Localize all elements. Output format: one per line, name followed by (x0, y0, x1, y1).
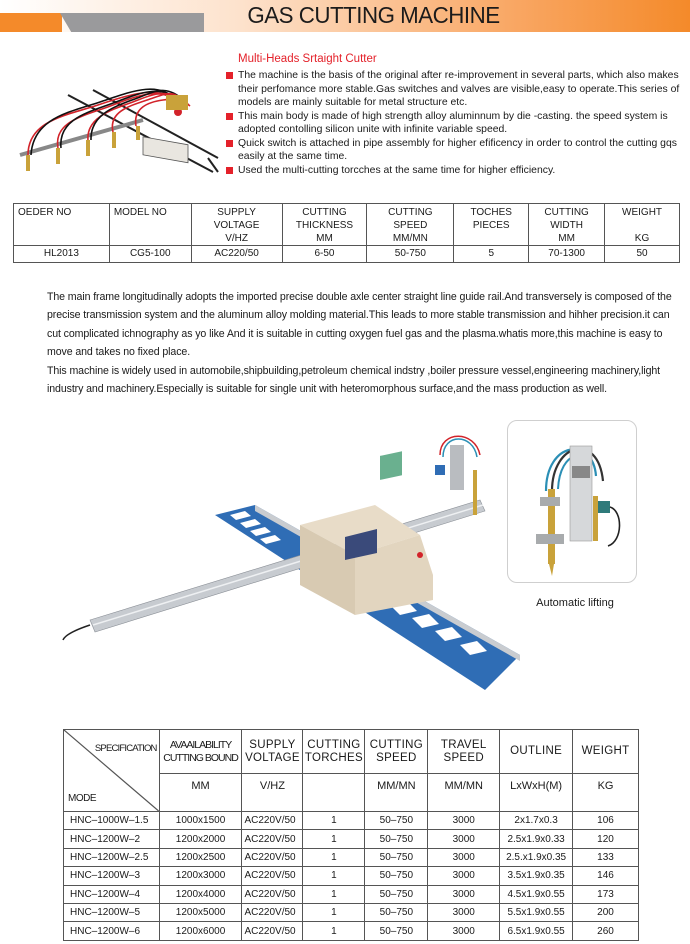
table-cell: 50 (605, 246, 680, 263)
column-header (109, 204, 191, 246)
table-cell: 3000 (428, 885, 500, 903)
table-cell: 50–750 (365, 922, 428, 940)
header-banner (0, 0, 690, 32)
column-header-line: CUTTING BOUND (163, 751, 238, 764)
column-header-line: SPEED (393, 220, 428, 231)
column-header-line: MM (316, 233, 333, 244)
column-header (303, 730, 365, 774)
table-cell: 50-750 (367, 246, 454, 263)
table-row (64, 922, 639, 940)
column-unit: MM/MN (428, 774, 500, 812)
table-cell: CG5-100 (109, 246, 191, 263)
column-unit: V/HZ (242, 774, 303, 812)
red-square-bullet-icon (226, 113, 233, 120)
red-square-bullet-icon (226, 72, 233, 79)
table-cell: 1000x1500 (159, 812, 242, 830)
column-header-line (605, 219, 679, 232)
table-row (64, 867, 639, 885)
model-cell: HNC–1200W–6 (64, 922, 160, 940)
product-subtitle: Multi-Heads Srtaight Cutter (238, 53, 377, 65)
model-cell: HNC–1200W–4 (64, 885, 160, 903)
table-cell: 3000 (428, 903, 500, 921)
table-cell: AC220V/50 (242, 812, 303, 830)
column-header-line: KG (634, 233, 650, 244)
column-header-line: VOLTAGE (245, 751, 300, 764)
column-header (529, 204, 605, 246)
feature-item: The machine is the basis of the original after re-improvement in several parts, which also makes their perfomance more stable.Gas switches and valves are visible,easy to operate.This series of models are mainly suitable for metal structure etc. (226, 69, 686, 110)
column-header-line: SPEED (376, 751, 417, 764)
table-cell: 2.5.x1.9x0.35 (500, 848, 573, 866)
table-cell: 200 (573, 903, 639, 921)
table-cell: 50–750 (365, 830, 428, 848)
table-cell: 1 (303, 903, 365, 921)
table-cell: 1200x4000 (159, 885, 242, 903)
table-cell: 120 (573, 830, 639, 848)
automatic-lifting-image-frame (507, 420, 637, 583)
column-header-line: CUTTING (302, 207, 347, 218)
column-header-line: MODEL NO (113, 207, 167, 218)
table-cell: 50–750 (365, 903, 428, 921)
table-cell: 6-50 (282, 246, 367, 263)
table-cell: AC220V/50 (242, 830, 303, 848)
column-header (428, 730, 500, 774)
column-header-line: PIECES (472, 220, 510, 231)
table-cell: AC220V/50 (242, 922, 303, 940)
table-cell: 1 (303, 848, 365, 866)
table-cell: 3000 (428, 812, 500, 830)
table-cell: 5 (454, 246, 529, 263)
table-cell: 50–750 (365, 848, 428, 866)
column-header (365, 730, 428, 774)
table-cell: 1200x5000 (159, 903, 242, 921)
column-header (605, 204, 680, 246)
column-header-line: SPEED (443, 751, 484, 764)
cnc-cutting-machine-image (55, 425, 530, 700)
table-cell: 1 (303, 885, 365, 903)
description-paragraph: The main frame longitudinally adopts the imported precise double axle center straight line guide rail.And transversely is composed of the precise transmission system and the aluminum alloy molding material.This leads to more stable transmission and hihher precision.it can cut complicated ichnography as yo like And it is suitable in cutting oxygen fuel gas and the plasma.whatis more,this machine is easy to move and takes no fixed place. (47, 291, 672, 359)
column-unit: KG (573, 774, 639, 812)
table-row (64, 903, 639, 921)
red-square-bullet-icon (226, 140, 233, 147)
feature-item: Quick switch is attached in pipe assembly for higher efificency in order to control the cutting gqs easily at the same time. (226, 137, 686, 164)
feature-item: Used the multi-cutting torcches at the same time for higher efficiency. (226, 164, 686, 178)
model-cell: HNC–1200W–5 (64, 903, 160, 921)
table-cell: 133 (573, 848, 639, 866)
table-cell: AC220V/50 (242, 848, 303, 866)
table-cell: 50–750 (365, 867, 428, 885)
model-cell: HNC–1200W–3 (64, 867, 160, 885)
table-row (64, 830, 639, 848)
table-cell: 4.5x1.9x0.55 (500, 885, 573, 903)
table-cell: 1200x6000 (159, 922, 242, 940)
feature-list (226, 69, 686, 177)
red-square-bullet-icon (226, 167, 233, 174)
table-cell: 146 (573, 867, 639, 885)
torch-lifter (450, 445, 464, 490)
table-row (14, 246, 680, 263)
specification-label: SPECIFICATION (94, 743, 157, 754)
automatic-lifting-image (508, 421, 636, 582)
table-cell: AC220V/50 (242, 903, 303, 921)
column-header-line: CUTTING (388, 207, 433, 218)
column-header-line: VOLTAGE (213, 220, 260, 231)
banner-orange-stripe (0, 13, 62, 32)
column-header-line: MM (558, 233, 575, 244)
column-header (14, 204, 110, 246)
column-header-line: CUTTING (307, 738, 361, 751)
column-header-line: V/HZ (225, 233, 248, 244)
table-cell: 3000 (428, 830, 500, 848)
table-cell: 70-1300 (529, 246, 605, 263)
table-row (64, 848, 639, 866)
column-header (573, 730, 639, 774)
table-cell: AC220/50 (191, 246, 282, 263)
column-header (159, 730, 242, 774)
hnc-spec-table (63, 729, 639, 941)
table-cell: 260 (573, 922, 639, 940)
table-cell: 1 (303, 812, 365, 830)
column-header-line: TRAVEL (440, 738, 487, 751)
table-cell: 106 (573, 812, 639, 830)
column-header (367, 204, 454, 246)
keypad (380, 451, 402, 480)
column-header-line: SUPPLY (217, 207, 256, 218)
mode-label: MODE (68, 793, 96, 804)
column-unit: MM/MN (365, 774, 428, 812)
column-header-line: SUPPLY (249, 738, 296, 751)
column-header-line: MM/MN (392, 233, 428, 244)
model-cell: HNC–1200W–2 (64, 830, 160, 848)
column-header-line: OUTLINE (510, 745, 563, 757)
model-cell: HNC–1000W–1.5 (64, 812, 160, 830)
column-header-line: WEIGHT (581, 745, 630, 757)
column-header (282, 204, 367, 246)
table-cell: 2x1.7x0.3 (500, 812, 573, 830)
banner-gray-stripe (44, 13, 204, 32)
column-unit (303, 774, 365, 812)
table-cell: 1 (303, 922, 365, 940)
table-row (64, 812, 639, 830)
page-title: GAS CUTTING MACHINE (247, 2, 500, 28)
table-row (64, 885, 639, 903)
column-header (500, 730, 573, 774)
table-cell: 3000 (428, 867, 500, 885)
description (47, 288, 677, 398)
table-cell: 3000 (428, 922, 500, 940)
table-cell: 50–750 (365, 885, 428, 903)
header-corner-cell (64, 730, 160, 812)
column-header-line: CUTTING (369, 738, 423, 751)
column-header-line: AVAAILABILITY (169, 738, 232, 751)
column-header (454, 204, 529, 246)
automatic-lifting-caption: Automatic lifting (536, 597, 614, 609)
column-header-line: WEIGHT (622, 207, 663, 218)
table-cell: 5.5x1.9x0.55 (500, 903, 573, 921)
table-header-row (64, 730, 639, 774)
column-header-line: OEDER NO (18, 207, 72, 218)
table-cell: HL2013 (14, 246, 110, 263)
table-cell: 6.5x1.9x0.55 (500, 922, 573, 940)
table-cell: AC220V/50 (242, 885, 303, 903)
table-cell: 2.5x1.9x0.33 (500, 830, 573, 848)
table-cell: 3.5x1.9x0.35 (500, 867, 573, 885)
column-header-line: CUTTING (544, 207, 589, 218)
product1-spec-table (13, 203, 680, 263)
table-cell: 173 (573, 885, 639, 903)
column-header-line: THICKNESS (295, 220, 354, 231)
rail (68, 90, 218, 172)
column-header (242, 730, 303, 774)
column-unit: LxWxH(M) (500, 774, 573, 812)
description-paragraph: This machine is widely used in automobile,shipbuilding,petroleum chemical indstry ,boiler pressure vessel,engineering machinery,light industry and machinery.Especially is suitable for single unit with heteromorphous surface,and the mass production as well. (47, 364, 661, 396)
table-header-row (14, 204, 680, 246)
table-cell: 3000 (428, 848, 500, 866)
table-cell: 1 (303, 830, 365, 848)
column-header-line: WIDTH (550, 220, 583, 231)
model-cell: HNC–1200W–2.5 (64, 848, 160, 866)
column-header-line: TOCHES (470, 207, 512, 218)
column-header (191, 204, 282, 246)
column-unit: MM (159, 774, 242, 812)
multi-head-cutter-image (8, 60, 223, 175)
column-header-line: TORCHES (304, 751, 363, 764)
table-cell: 1200x2500 (159, 848, 242, 866)
table-cell: 1 (303, 867, 365, 885)
table-cell: 50–750 (365, 812, 428, 830)
table-cell: 1200x3000 (159, 867, 242, 885)
table-cell: AC220V/50 (242, 867, 303, 885)
feature-item: This main body is made of high strength alloy aluminnum by die -casting. the speed system is adopted contolling silicon unite with infinite variable speed. (226, 110, 686, 137)
table-cell: 1200x2000 (159, 830, 242, 848)
